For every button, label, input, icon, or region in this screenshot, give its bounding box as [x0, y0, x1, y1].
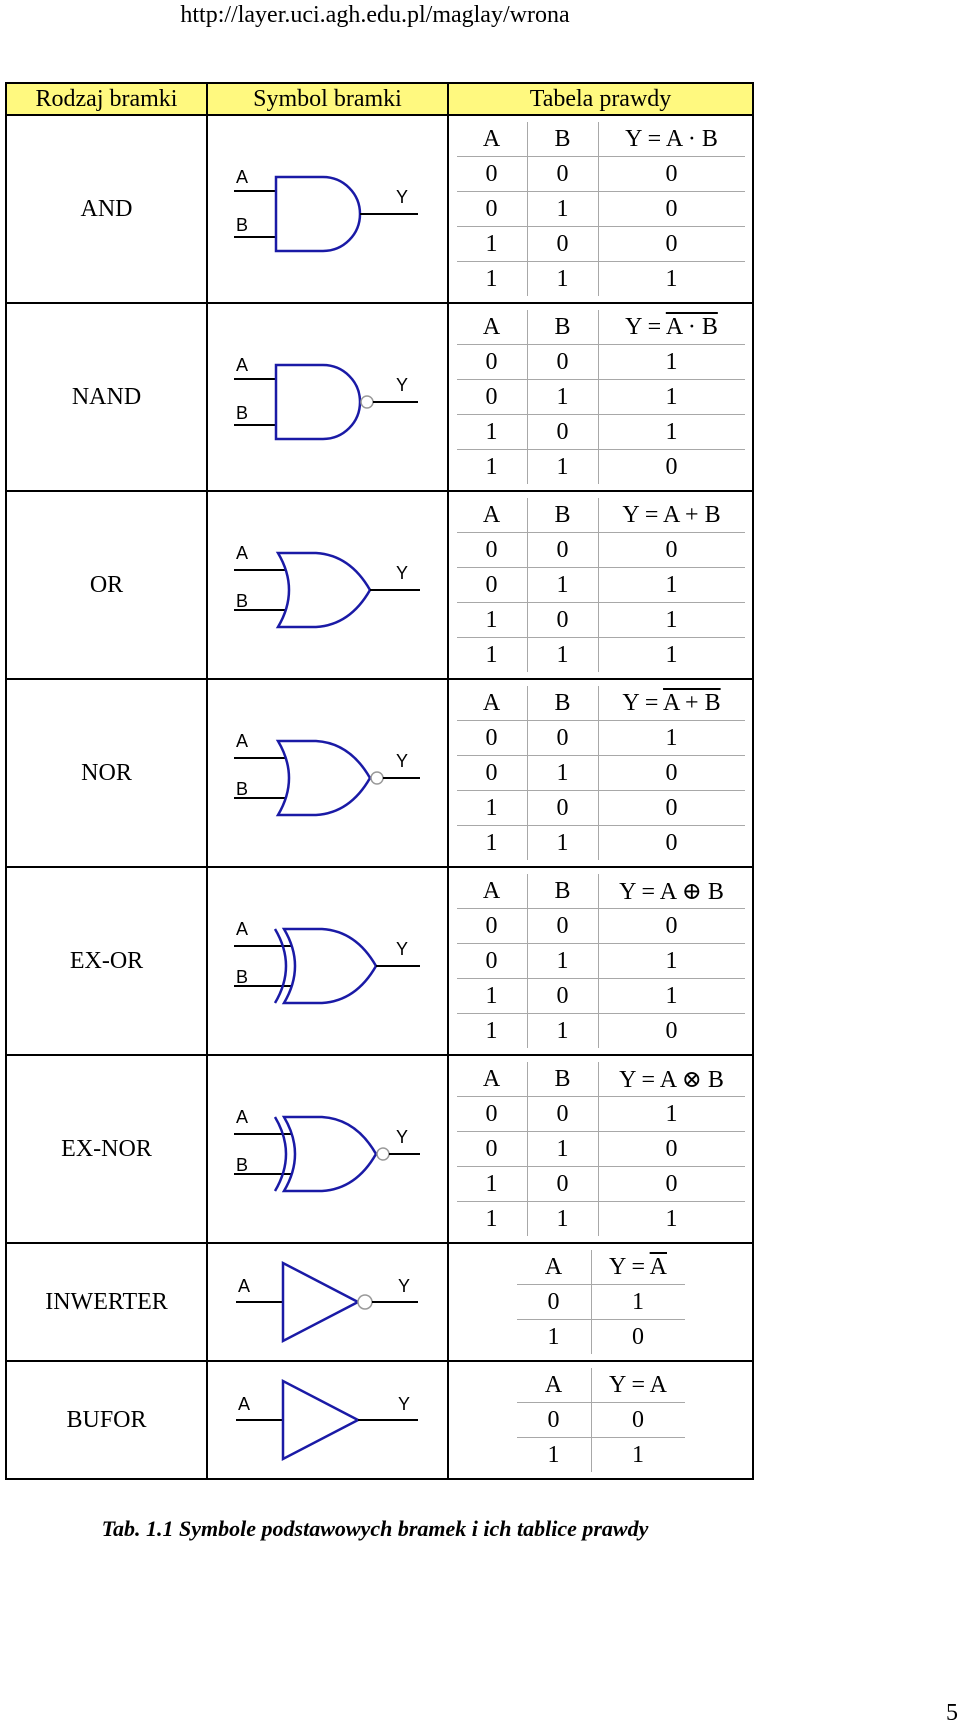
truth-table-row — [457, 909, 745, 944]
truth-value: 1 — [598, 262, 745, 297]
truth-value: 0 — [457, 533, 528, 568]
truth-value: 1 — [527, 944, 598, 979]
truth-table-row — [457, 638, 745, 673]
truth-table — [457, 874, 745, 1048]
header-url: http://layer.uci.agh.edu.pl/maglay/wrona — [180, 2, 570, 28]
input-header: B — [527, 310, 598, 345]
pin-label-a: A — [235, 919, 248, 939]
truth-table-row — [457, 415, 745, 450]
formula-expr: A ⊕ B — [659, 878, 724, 905]
input-header: A — [457, 1062, 528, 1097]
input-header: B — [527, 686, 598, 721]
truth-table-row — [517, 1438, 685, 1473]
truth-value: 0 — [527, 603, 598, 638]
gate-row — [6, 1361, 753, 1479]
gate-symbol-cell — [207, 679, 448, 867]
truth-table-row — [457, 756, 745, 791]
truth-table — [457, 686, 745, 860]
formula-left: Y = — [622, 689, 664, 716]
truth-table — [457, 310, 745, 484]
formula-left: Y = — [625, 125, 666, 152]
output-formula — [591, 1250, 685, 1285]
truth-table-cell — [448, 679, 753, 867]
truth-table-row — [457, 1167, 745, 1202]
formula-left: Y = — [619, 878, 660, 905]
gate-name: OR — [6, 491, 207, 679]
truth-value: 0 — [591, 1403, 685, 1438]
pin-label-b: B — [235, 967, 248, 987]
pin-label-a: A — [235, 543, 248, 563]
truth-value: 0 — [598, 227, 745, 262]
truth-value: 0 — [527, 1167, 598, 1202]
gate-symbol-cell — [207, 1361, 448, 1479]
truth-value: 1 — [527, 1014, 598, 1049]
gate-symbol-cell — [207, 1055, 448, 1243]
truth-value: 0 — [598, 756, 745, 791]
input-header: A — [517, 1250, 592, 1285]
gate-symbol-cell — [207, 867, 448, 1055]
pin-label-y: Y — [397, 1394, 410, 1414]
truth-table-row — [517, 1403, 685, 1438]
gate-symbol-cell — [207, 115, 448, 303]
input-header: B — [527, 122, 598, 157]
truth-table-row — [457, 192, 745, 227]
truth-table-row — [457, 345, 745, 380]
pin-label-b: B — [235, 779, 248, 799]
formula-overline-expr: $\overline{A}$ — [649, 1253, 667, 1280]
truth-value: 0 — [457, 1132, 528, 1167]
pin-label-y: Y — [395, 375, 408, 395]
truth-value: 0 — [527, 1097, 598, 1132]
truth-value: 1 — [527, 192, 598, 227]
truth-table-cell — [448, 1055, 753, 1243]
truth-table — [517, 1368, 685, 1472]
formula-overline-expr: A + B — [663, 689, 721, 716]
truth-value: 0 — [598, 1167, 745, 1202]
truth-value: 0 — [457, 157, 528, 192]
gate-row — [6, 115, 753, 303]
pin-label-a: A — [237, 1394, 250, 1414]
gate-symbol-cell — [207, 1243, 448, 1361]
gate-name: EX-NOR — [6, 1055, 207, 1243]
gate-row — [6, 679, 753, 867]
truth-value: 0 — [527, 979, 598, 1014]
formula-left: Y = — [622, 501, 664, 528]
truth-value: 0 — [527, 721, 598, 756]
truth-table-row — [457, 568, 745, 603]
truth-table-header — [457, 310, 745, 345]
pin-label-a: A — [237, 1276, 250, 1296]
gate-row — [6, 491, 753, 679]
truth-table — [517, 1250, 685, 1354]
truth-value: 0 — [591, 1320, 685, 1355]
pin-label-b: B — [235, 591, 248, 611]
truth-value: 1 — [457, 603, 528, 638]
gate-row — [6, 1055, 753, 1243]
truth-value: 1 — [591, 1438, 685, 1473]
truth-table-header — [517, 1368, 685, 1403]
table-caption: Tab. 1.1 Symbole podstawowych bramek i ich tablice prawdy — [101, 1516, 649, 1541]
truth-value: 0 — [517, 1285, 592, 1320]
output-formula — [598, 1062, 745, 1097]
ex-or-gate-symbol — [228, 911, 428, 1011]
truth-value: 0 — [598, 157, 745, 192]
truth-value: 0 — [457, 568, 528, 603]
truth-value: 1 — [598, 1202, 745, 1237]
truth-value: 0 — [527, 345, 598, 380]
truth-value: 1 — [527, 1132, 598, 1167]
page-number: 5 — [946, 1700, 958, 1726]
pin-label-y: Y — [395, 563, 408, 583]
truth-value: 1 — [598, 721, 745, 756]
gates-table — [5, 82, 754, 1480]
truth-value: 1 — [598, 638, 745, 673]
truth-value: 0 — [457, 380, 528, 415]
truth-value: 0 — [598, 533, 745, 568]
truth-table-cell — [448, 303, 753, 491]
truth-value: 1 — [598, 568, 745, 603]
truth-table-cell — [448, 115, 753, 303]
pin-label-a: A — [235, 167, 248, 187]
truth-value: 0 — [457, 345, 528, 380]
truth-value: 1 — [547, 1441, 560, 1468]
truth-value: 0 — [598, 192, 745, 227]
gate-row — [6, 1243, 753, 1361]
formula-expr: A · B — [665, 125, 718, 152]
output-formula — [591, 1368, 685, 1403]
buffer-gate-symbol — [228, 1375, 428, 1465]
output-formula — [598, 686, 745, 721]
truth-value: 1 — [527, 568, 598, 603]
output-formula — [598, 122, 745, 157]
truth-table-cell — [448, 1243, 753, 1361]
truth-table-header — [457, 874, 745, 909]
truth-table-row — [457, 721, 745, 756]
pin-label-y: Y — [397, 1276, 410, 1296]
truth-table-header — [457, 122, 745, 157]
gate-name: EX-OR — [6, 867, 207, 1055]
truth-table-row — [457, 450, 745, 485]
formula-left: Y = — [625, 313, 666, 340]
truth-table-row — [457, 1014, 745, 1049]
pin-label-a: A — [235, 355, 248, 375]
pin-label-b: B — [235, 215, 248, 235]
inverter-gate-symbol — [228, 1257, 428, 1347]
truth-table-row — [457, 979, 745, 1014]
output-formula — [598, 498, 745, 533]
truth-table-row — [457, 791, 745, 826]
formula-overline-expr: A · B — [665, 313, 718, 340]
truth-table-cell — [448, 491, 753, 679]
truth-value: 1 — [527, 1202, 598, 1237]
pin-label-y: Y — [395, 751, 408, 771]
truth-table — [457, 122, 745, 296]
ex-nor-gate-symbol — [228, 1099, 428, 1199]
truth-value: 1 — [598, 345, 745, 380]
truth-value: 0 — [598, 791, 745, 826]
truth-value: 0 — [527, 791, 598, 826]
pin-label-b: B — [235, 403, 248, 423]
truth-table-row — [517, 1285, 685, 1320]
truth-value: 1 — [591, 1285, 685, 1320]
gate-row — [6, 867, 753, 1055]
gate-symbol-cell — [207, 491, 448, 679]
formula-expr: A — [649, 1371, 667, 1398]
truth-value: 0 — [517, 1403, 592, 1438]
truth-value: 1 — [457, 791, 528, 826]
input-header: A — [457, 310, 528, 345]
truth-value: 1 — [457, 227, 528, 262]
pin-label-b: B — [235, 1155, 248, 1175]
truth-value: 1 — [485, 641, 498, 668]
truth-table-cell — [448, 867, 753, 1055]
truth-table-row — [457, 157, 745, 192]
pin-label-y: Y — [395, 939, 408, 959]
truth-value: 0 — [527, 157, 598, 192]
truth-table-header — [457, 1062, 745, 1097]
truth-table-row — [457, 1202, 745, 1237]
truth-value: 0 — [457, 1097, 528, 1132]
pin-label-y: Y — [395, 1127, 408, 1147]
truth-value: 1 — [527, 638, 598, 673]
gate-name: BUFOR — [6, 1361, 207, 1479]
truth-table-header — [517, 1250, 685, 1285]
truth-value: 1 — [598, 380, 745, 415]
truth-value: 1 — [598, 415, 745, 450]
input-header: B — [527, 1062, 598, 1097]
pin-label-y: Y — [395, 187, 408, 207]
truth-table-row — [517, 1320, 685, 1355]
nand-gate-symbol — [228, 347, 428, 447]
input-header: B — [527, 498, 598, 533]
truth-value: 1 — [457, 415, 528, 450]
truth-table — [457, 1062, 745, 1236]
output-formula — [598, 310, 745, 345]
and-gate-symbol — [228, 159, 428, 259]
pin-label-a: A — [235, 731, 248, 751]
truth-table-row — [457, 1132, 745, 1167]
truth-value: 1 — [457, 979, 528, 1014]
table-header-row — [6, 83, 753, 115]
input-header: A — [457, 874, 528, 909]
truth-value: 1 — [527, 756, 598, 791]
truth-value: 0 — [457, 192, 528, 227]
truth-value: 1 — [547, 1323, 560, 1350]
truth-value: 0 — [457, 756, 528, 791]
formula-left: Y = — [609, 1253, 650, 1280]
input-header: A — [457, 686, 528, 721]
column-header-type: Rodzaj bramki — [6, 83, 207, 115]
truth-value: 0 — [457, 909, 528, 944]
truth-value: 0 — [598, 1132, 745, 1167]
nor-gate-symbol — [228, 723, 428, 823]
truth-table-header — [457, 686, 745, 721]
column-header-symbol: Symbol bramki — [207, 83, 448, 115]
truth-value: 1 — [485, 265, 498, 292]
output-formula — [598, 874, 745, 909]
truth-value: 1 — [457, 1167, 528, 1202]
truth-value: 1 — [598, 979, 745, 1014]
truth-value: 1 — [527, 826, 598, 861]
input-header: B — [527, 874, 598, 909]
truth-value: 1 — [527, 262, 598, 297]
truth-value: 0 — [527, 227, 598, 262]
gate-name: NOR — [6, 679, 207, 867]
gate-symbol-cell — [207, 303, 448, 491]
truth-table-header — [457, 498, 745, 533]
truth-value: 1 — [598, 603, 745, 638]
truth-value: 1 — [527, 450, 598, 485]
truth-table-row — [457, 1097, 745, 1132]
truth-value: 0 — [598, 1014, 745, 1049]
formula-expr: A ⊗ B — [659, 1066, 724, 1093]
truth-value: 0 — [598, 450, 745, 485]
truth-value: 1 — [598, 1097, 745, 1132]
truth-value: 0 — [527, 909, 598, 944]
column-header-truth-table: Tabela prawdy — [448, 83, 753, 115]
truth-table-row — [457, 603, 745, 638]
truth-value: 0 — [457, 721, 528, 756]
truth-value: 1 — [485, 1205, 498, 1232]
input-header: A — [457, 122, 528, 157]
truth-table-cell — [448, 1361, 753, 1479]
gate-name: NAND — [6, 303, 207, 491]
truth-value: 1 — [598, 944, 745, 979]
input-header: A — [457, 498, 528, 533]
truth-value: 1 — [485, 829, 498, 856]
truth-table-row — [457, 227, 745, 262]
truth-value: 1 — [485, 453, 498, 480]
pin-label-a: A — [235, 1107, 248, 1127]
formula-expr: A + B — [663, 501, 721, 528]
truth-table-row — [457, 380, 745, 415]
truth-value: 0 — [527, 415, 598, 450]
truth-value: 1 — [485, 1017, 498, 1044]
truth-table-row — [457, 533, 745, 568]
truth-table-row — [457, 944, 745, 979]
truth-value: 0 — [598, 909, 745, 944]
or-gate-symbol — [228, 535, 428, 635]
truth-value: 1 — [527, 380, 598, 415]
truth-value: 0 — [527, 533, 598, 568]
gate-name: INWERTER — [6, 1243, 207, 1361]
truth-table-row — [457, 826, 745, 861]
truth-table — [457, 498, 745, 672]
formula-left: Y = — [609, 1371, 650, 1398]
truth-table-row — [457, 262, 745, 297]
gate-name: AND — [6, 115, 207, 303]
truth-value: 0 — [598, 826, 745, 861]
gate-row — [6, 303, 753, 491]
truth-value: 0 — [457, 944, 528, 979]
formula-left: Y = — [619, 1066, 660, 1093]
input-header: A — [517, 1368, 592, 1403]
